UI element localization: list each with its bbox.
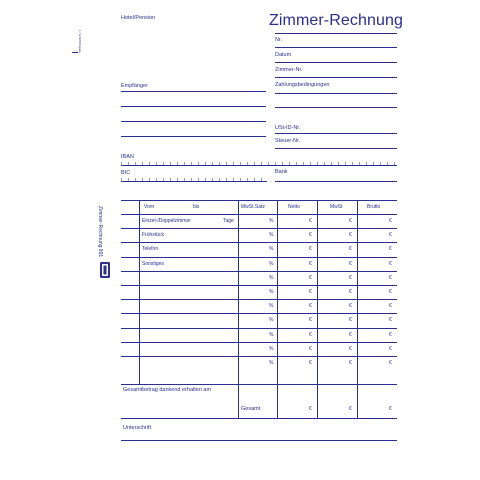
recipient-line-4[interactable] xyxy=(121,136,266,137)
row-vat-euro: € xyxy=(349,289,352,295)
tax-nr-line[interactable] xyxy=(275,148,397,149)
row-gross-euro: € xyxy=(389,303,392,310)
row-line xyxy=(121,313,397,314)
col-gross: Brutto xyxy=(367,204,381,210)
vat-id-line[interactable] xyxy=(275,133,397,134)
total-vat-euro: € xyxy=(349,406,352,412)
nr-line[interactable] xyxy=(275,47,397,48)
row-unit: Tage xyxy=(223,218,234,224)
bank-label: Bank xyxy=(275,169,288,175)
row-gross-euro: € xyxy=(389,331,392,338)
total-net-euro: € xyxy=(309,406,312,412)
recipient-label: Empfänger xyxy=(121,83,148,89)
total-gross-euro: € xyxy=(389,406,392,412)
row-net-euro: € xyxy=(309,274,312,281)
zimmer-nr-label: Zimmer-Nr. xyxy=(275,67,303,73)
table-vline-net xyxy=(277,200,278,418)
row-gross-euro: € xyxy=(389,274,392,281)
row-gross-euro: € xyxy=(389,246,392,253)
row-vat-euro: € xyxy=(349,246,352,253)
form-title: Zimmer-Rechnung xyxy=(269,12,403,29)
row-percent: % xyxy=(269,317,274,324)
row-gross-euro: € xyxy=(389,317,392,324)
form-number-text: Zimmer-Rechnung 891 xyxy=(97,206,103,258)
recipient-line-3[interactable] xyxy=(121,121,266,122)
bank-line[interactable] xyxy=(275,181,397,182)
row-vat-euro: € xyxy=(349,274,352,281)
signature-label: Unterschrift xyxy=(123,425,152,431)
fold-mark-text: 1. Schrift/Angabe xyxy=(78,30,82,54)
col-from: Vom xyxy=(144,204,155,210)
row-percent: % xyxy=(269,289,274,295)
vat-id-label: USt-ID-Nr. xyxy=(275,125,301,131)
table-vline-rate xyxy=(238,200,239,418)
payment-line-1[interactable] xyxy=(275,93,397,94)
zimmer-nr-line[interactable] xyxy=(275,77,397,78)
total-label: Gesamt xyxy=(241,406,261,412)
row-gross-euro: € xyxy=(389,360,392,366)
row-vat-euro: € xyxy=(349,232,352,239)
row-label: Telefon xyxy=(142,246,159,253)
col-to: bis xyxy=(193,204,200,210)
datum-label: Datum xyxy=(275,52,292,58)
row-net-euro: € xyxy=(309,246,312,253)
row-percent: % xyxy=(269,360,274,366)
payment-terms-label: Zahlungsbedingungen xyxy=(275,82,330,88)
row-percent: % xyxy=(269,246,274,253)
signature-bottom-line xyxy=(121,440,397,441)
iban-line[interactable] xyxy=(121,165,397,166)
row-gross-euro: € xyxy=(389,289,392,295)
row-percent: % xyxy=(269,218,274,224)
row-vat-euro: € xyxy=(349,303,352,310)
row-line xyxy=(121,299,397,300)
row-line xyxy=(121,257,397,258)
row-gross-euro: € xyxy=(389,345,392,352)
col-vat-rate: MwSt.Satz xyxy=(241,204,265,210)
row-line xyxy=(121,271,397,272)
row-net-euro: € xyxy=(309,260,312,267)
row-gross-euro: € xyxy=(389,232,392,239)
col-net: Netto xyxy=(288,204,300,210)
row-percent: % xyxy=(269,232,274,239)
row-percent: % xyxy=(269,303,274,310)
table-header-line xyxy=(121,214,397,215)
row-line xyxy=(121,242,397,243)
row-label: Frühstück xyxy=(142,232,164,239)
nr-label: Nr. xyxy=(275,37,283,43)
row-vat-euro: € xyxy=(349,331,352,338)
row-line xyxy=(121,228,397,229)
table-top-line xyxy=(121,200,397,201)
row-vat-euro: € xyxy=(349,218,352,224)
total-bottom-line xyxy=(121,418,397,419)
table-bottom-line xyxy=(121,384,397,385)
row-vat-euro: € xyxy=(349,260,352,267)
row-vat-euro: € xyxy=(349,317,352,324)
recipient-line-1[interactable] xyxy=(121,91,266,92)
row-net-euro: € xyxy=(309,232,312,239)
row-net-euro: € xyxy=(309,289,312,295)
row-line xyxy=(121,328,397,329)
row-percent: % xyxy=(269,345,274,352)
datum-line[interactable] xyxy=(275,62,397,63)
title-underline xyxy=(275,33,397,34)
row-percent: % xyxy=(269,331,274,338)
fold-mark xyxy=(72,52,78,53)
col-vat: MwSt xyxy=(330,204,343,210)
recipient-line-2[interactable] xyxy=(121,106,266,107)
iban-label: IBAN xyxy=(121,154,134,160)
row-net-euro: € xyxy=(309,360,312,366)
row-line xyxy=(121,342,397,343)
row-vat-euro: € xyxy=(349,345,352,352)
row-label: Einzel-/Doppelzimmer xyxy=(142,218,191,224)
row-line xyxy=(121,356,397,357)
table-vline-vat xyxy=(317,200,318,418)
invoice-form xyxy=(78,0,410,480)
payment-line-2[interactable] xyxy=(275,107,397,108)
row-net-euro: € xyxy=(309,303,312,310)
hotel-label: Hotel/Pension xyxy=(121,15,156,21)
received-text: Gesamtbetrag dankend erhalten am xyxy=(123,387,212,393)
bic-line[interactable] xyxy=(121,181,267,182)
row-gross-euro: € xyxy=(389,260,392,267)
row-net-euro: € xyxy=(309,317,312,324)
table-vline-gross xyxy=(357,200,358,418)
row-line xyxy=(121,285,397,286)
row-net-euro: € xyxy=(309,345,312,352)
row-net-euro: € xyxy=(309,218,312,224)
bic-label: BIC xyxy=(121,170,131,176)
brand-logo xyxy=(100,262,110,278)
row-net-euro: € xyxy=(309,331,312,338)
row-gross-euro: € xyxy=(389,218,392,224)
row-label: Sonstiges xyxy=(142,260,164,267)
tax-nr-label: Steuer-Nr. xyxy=(275,138,301,144)
row-vat-euro: € xyxy=(349,360,352,366)
row-percent: % xyxy=(269,260,274,267)
row-percent: % xyxy=(269,274,274,281)
